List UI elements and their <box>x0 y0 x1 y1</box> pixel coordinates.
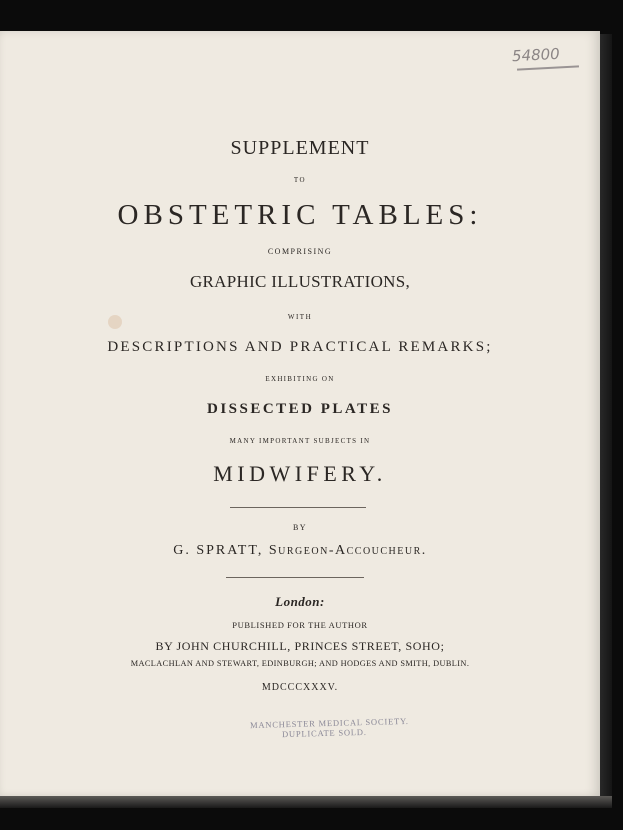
page-edge <box>598 34 612 804</box>
main-title: OBSTETRIC TABLES: <box>117 199 483 231</box>
descriptions-line: DESCRIPTIONS AND PRACTICAL REMARKS; <box>107 339 493 355</box>
bottom-edge <box>0 796 612 808</box>
author-name: G. SPRATT, <box>173 543 264 558</box>
comprising-label: COMPRISING <box>267 247 333 256</box>
accession-number: 54800 <box>511 44 561 66</box>
with-label: WITH <box>287 313 313 321</box>
exhibiting-label: EXHIBITING ON <box>265 375 335 383</box>
to-label: TO <box>293 176 307 184</box>
published-for-line: PUBLISHED FOR THE AUTHOR <box>232 620 368 630</box>
other-publishers-line: MACLACHLAN AND STEWART, EDINBURGH; AND HODGES AND SMITH, DUBLIN. <box>130 659 470 668</box>
supplement-heading: SUPPLEMENT <box>230 137 370 159</box>
publisher-line: BY JOHN CHURCHILL, PRINCES STREET, SOHO; <box>155 639 445 653</box>
library-stamp-line-1: MANCHESTER MEDICAL SOCIETY. <box>249 715 409 731</box>
imprint-place: London: <box>275 594 325 609</box>
library-stamp-line-2: DUPLICATE SOLD. <box>281 726 367 740</box>
many-subjects-label: MANY IMPORTANT SUBJECTS IN <box>229 437 371 445</box>
divider-bottom <box>226 577 364 578</box>
by-label: BY <box>292 523 308 532</box>
title-page <box>0 31 600 799</box>
midwifery-title: MIDWIFERY. <box>213 461 387 486</box>
author-role: Surgeon-Accoucheur. <box>268 543 427 558</box>
year-line: MDCCCXXXV. <box>261 682 339 693</box>
author-line <box>0 543 600 559</box>
dissected-plates-line: DISSECTED PLATES <box>206 401 394 417</box>
divider-top <box>230 507 366 508</box>
graphic-illustrations-line: GRAPHIC ILLUSTRATIONS, <box>189 272 411 291</box>
